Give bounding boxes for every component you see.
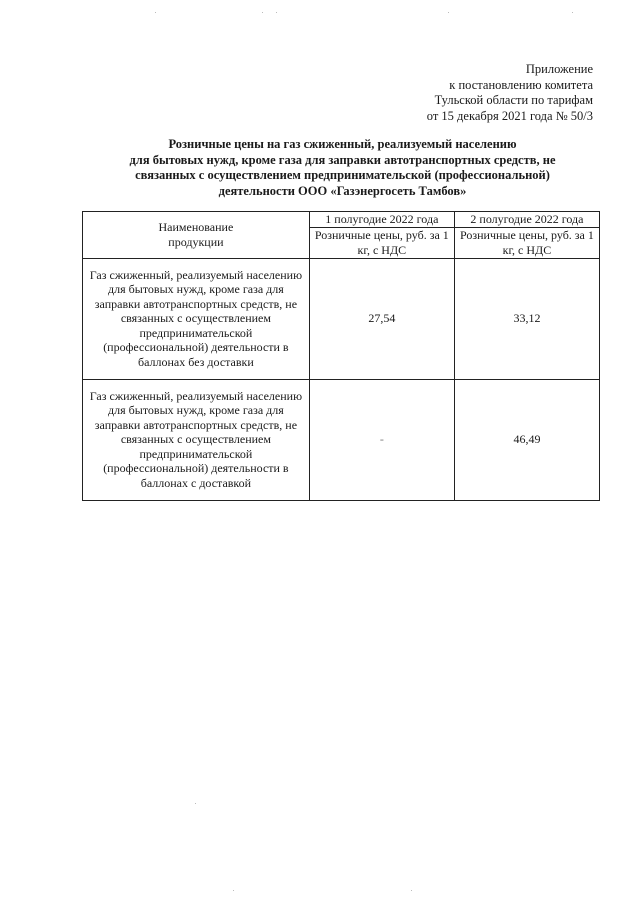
scan-speck: [155, 12, 156, 13]
title-line-2: для бытовых нужд, кроме газа для заправки автотранспортных средств, не: [129, 152, 556, 167]
header-price-label-1: Розничные цены, руб. за 1 кг, с НДС: [309, 227, 454, 258]
row-price-period-1: -: [309, 379, 454, 500]
row-price-period-2: 33,12: [454, 258, 599, 379]
price-table: [82, 211, 600, 501]
scan-speck: [262, 12, 263, 13]
scan-speck: [411, 890, 412, 891]
header-period-2: 2 полугодие 2022 года: [454, 212, 599, 228]
title-line-1: Розничные цены на газ сжиженный, реализуемый населению: [168, 137, 517, 151]
table-header-row: [83, 212, 600, 228]
row-price-period-2: 46,49: [454, 379, 599, 500]
header-product-name: Наименование продукции: [83, 212, 310, 259]
header-period-1: 1 полугодие 2022 года: [309, 212, 454, 228]
document-title: [90, 137, 595, 199]
header-price-label-2: Розничные цены, руб. за 1 кг, с НДС: [454, 227, 599, 258]
scan-speck: [233, 890, 234, 891]
title-line-4: деятельности ООО «Газэнергосеть Тамбов»: [218, 183, 467, 198]
appendix-line-4: от 15 декабря 2021 года № 50/3: [426, 108, 593, 123]
scan-speck: [572, 12, 573, 13]
table-row: [83, 258, 600, 379]
scan-speck: [448, 12, 449, 13]
appendix-line-2: к постановлению комитета: [449, 77, 593, 92]
appendix-line-1: Приложение: [525, 62, 593, 76]
appendix-block: [427, 62, 593, 124]
title-line-3: связанных с осуществлением предпринимательской (профессиональной): [135, 168, 550, 182]
appendix-line-3: Тульской области по тарифам: [434, 93, 593, 107]
row-price-period-1: 27,54: [309, 258, 454, 379]
table-row: [83, 379, 600, 500]
scan-speck: [276, 12, 277, 13]
row-product-name: Газ сжиженный, реализуемый населению для бытовых нужд, кроме газа для заправки автотранспортных средств, не связанных с осуществлением предпринимательской (профессиональной) деятельности в баллонах без доставки: [83, 258, 310, 379]
row-product-name: Газ сжиженный, реализуемый населению для бытовых нужд, кроме газа для заправки автотранспортных средств, не связанных с осуществлением предпринимательской (профессиональной) деятельности в баллонах с доставкой: [83, 379, 310, 500]
scan-speck: [195, 803, 196, 804]
